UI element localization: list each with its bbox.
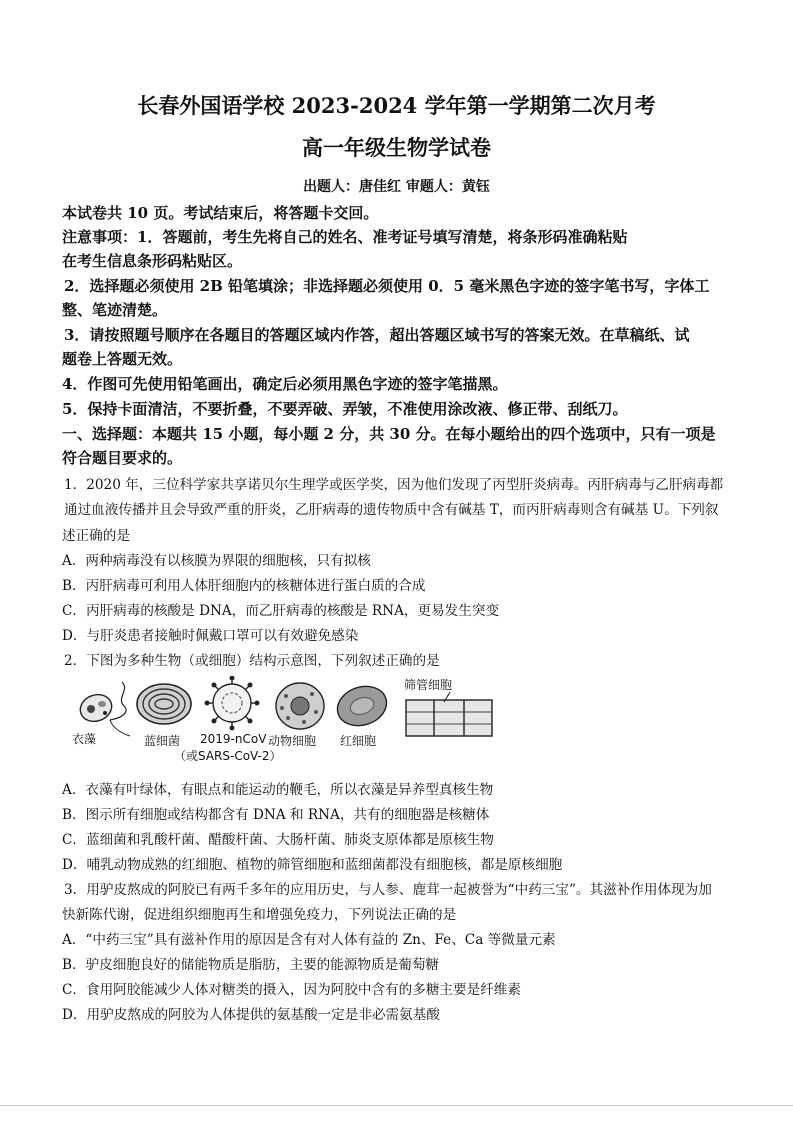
question-stem: 通过血液传播并且会导致严重的肝炎，乙肝病毒的遗传物质中含有碱基 T，而丙肝病毒则含有碱基 U。下列叙 [64,502,719,518]
question-stem: 2．下图为多种生物（或细胞）结构示意图，下列叙述正确的是 [64,653,440,669]
question-stem: 快新陈代谢，促进组织细胞再生和增强免疫力，下列说法正确的是 [62,907,457,923]
question-stem: 述正确的是 [62,528,130,544]
option-a: A．两种病毒没有以核膜为界限的细胞核，只有拟核 [62,553,371,569]
option-d: D．用驴皮熬成的阿胶为人体提供的氨基酸一定是非必需氨基酸 [62,1007,440,1023]
euglena-drawing [77,682,130,736]
option-b: B．丙肝病毒可利用人体肝细胞内的核糖体进行蛋白质的合成 [62,578,426,594]
notice-line: 本试卷共 10 页。考试结束后，将答题卡交回。 [62,204,379,222]
question-stem: 3．用驴皮熬成的阿胶已有两千多年的应用历史，与人参、鹿茸一起被誉为“中药三宝”。其滋补作用体现为加 [64,882,712,898]
label-virus: 2019-nCoV [200,732,267,746]
notice-line: 整、笔迹清楚。 [62,301,168,319]
label-red-blood-cell: 红细胞 [340,734,377,748]
label-cyanobacteria: 蓝细菌 [144,734,181,748]
exam-authors: 出题人：唐佳红 审题人：黄钰 [303,179,490,195]
exam-subtitle: 高一年级生物学试卷 [302,135,491,160]
notice-line: 在考生信息条形码粘贴区。 [62,252,243,270]
section-heading: 一、选择题：本题共 15 小题，每小题 2 分，共 30 分。在每小题给出的四个选项中，只有一项是 [62,425,716,443]
sieve-tube-drawing [406,692,492,736]
notice-line: 2．选择题必须使用 2B 铅笔填涂；非选择题必须使用 0．5 毫米黑色字迹的签字笔书写，字体工 [64,277,710,295]
cyanobacteria-drawing [137,684,191,724]
notice-line: 题卷上答题无效。 [62,350,183,368]
option-b: B．驴皮细胞良好的储能物质是脂肪，主要的能源物质是葡萄糖 [62,957,440,973]
section-heading: 符合题目要求的。 [62,449,183,467]
question-stem: 1．2020 年，三位科学家共享诺贝尔生理学或医学奖，因为他们发现了丙型肝炎病毒。丙肝病毒与乙肝病毒都 [64,477,724,493]
option-c: C．蓝细菌和乳酸杆菌、醋酸杆菌、大肠杆菌、肺炎支原体都是原核生物 [62,832,494,848]
option-b: B．图示所有细胞或结构都含有 DNA 和 RNA，共有的细胞器是核糖体 [62,807,490,823]
label-virus-alt: （或SARS-CoV-2） [174,749,282,763]
organism-figure [60,676,500,766]
virus-drawing [205,676,260,731]
option-a: A．衣藻有叶绿体，有眼点和能运动的鞭毛，所以衣藻是异养型真核生物 [62,782,494,798]
option-c: C．丙肝病毒的核酸是 DNA，而乙肝病毒的核酸是 RNA，更易发生突变 [62,603,500,619]
label-animal-cell: 动物细胞 [268,734,317,748]
option-d: D．与肝炎患者接触时佩戴口罩可以有效避免感染 [62,628,359,644]
notice-line: 5．保持卡面清洁，不要折叠，不要弄破、弄皱，不准使用涂改液、修正带、刮纸刀。 [62,400,628,418]
page-bottom-rule [0,1105,793,1106]
notice-line: 3．请按照题号顺序在各题目的答题区域内作答，超出答题区域书写的答案无效。在草稿纸、试 [64,326,690,344]
option-d: D．哺乳动物成熟的红细胞、植物的筛管细胞和蓝细菌都没有细胞核，都是原核细胞 [62,857,563,873]
notice-line: 4．作图可先使用铅笔画出，确定后必须用黑色字迹的签字笔描黑。 [62,375,508,393]
animal-cell-drawing [276,683,324,729]
option-c: C．食用阿胶能减少人体对糖类的摄入，因为阿胶中含有的多糖主要是纤维素 [62,982,521,998]
red-blood-cell-drawing [332,680,391,732]
exam-title: 长春外国语学校 2023-2024 学年第一学期第二次月考 [137,93,656,118]
notice-line: 注意事项：1．答题前，考生先将自己的姓名、准考证号填写清楚，将条形码准确粘贴 [62,228,628,246]
label-euglena: 衣藻 [72,732,97,746]
label-sieve-tube: 筛管细胞 [404,678,453,692]
option-a: A．“中药三宝”具有滋补作用的原因是含有对人体有益的 Zn、Fe、Ca 等微量元素 [62,932,556,948]
